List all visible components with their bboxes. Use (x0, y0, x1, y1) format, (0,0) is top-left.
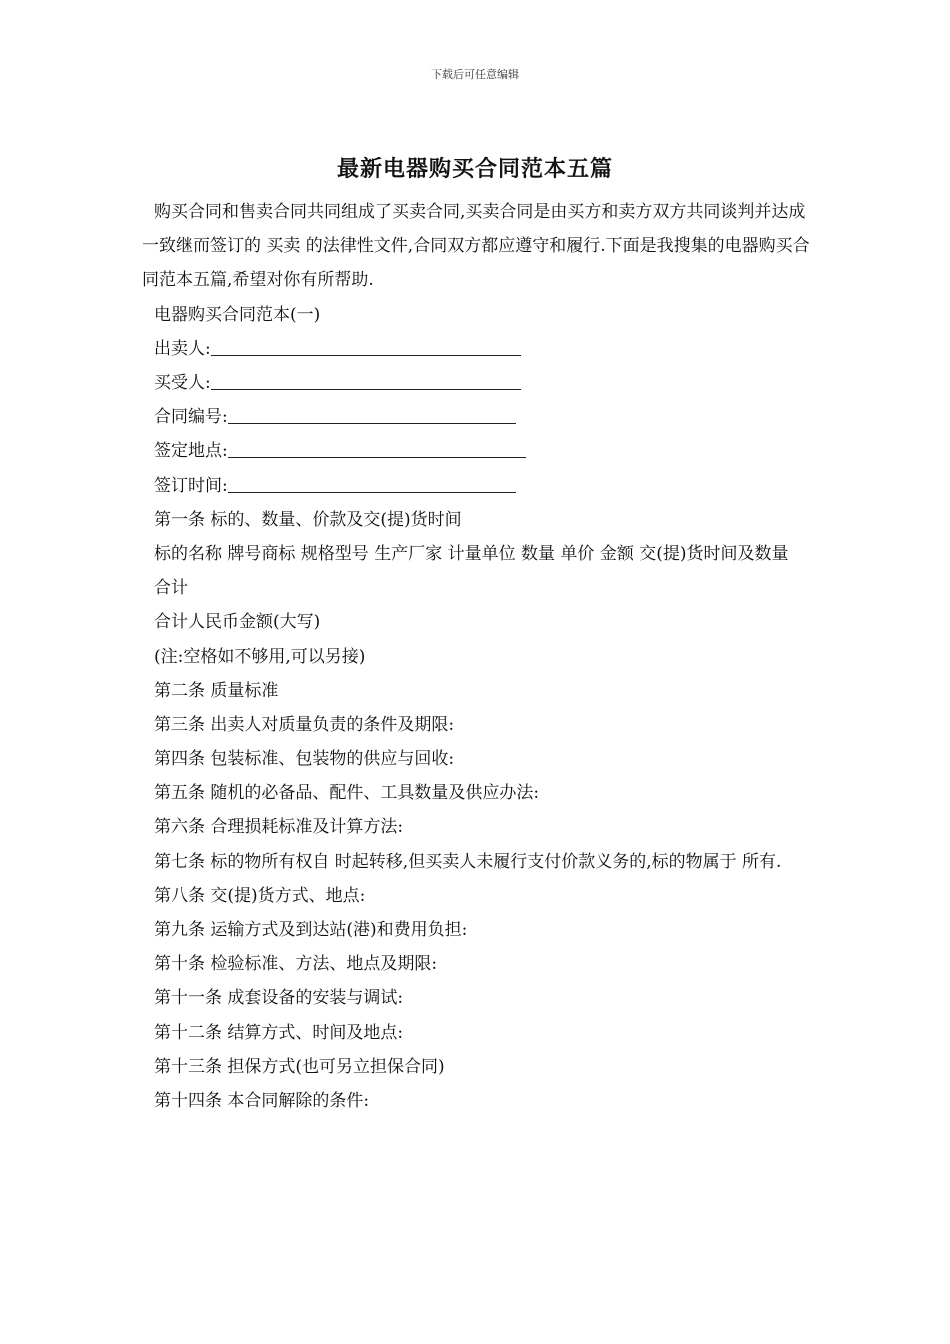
document-body (142, 195, 810, 1118)
sign-time-label: 签订时间: (154, 475, 228, 496)
seller-label: 出卖人: (154, 338, 211, 359)
article-8: 第八条 交(提)货方式、地点: (154, 885, 366, 906)
article-6: 第六条 合理损耗标准及计算方法: (154, 817, 404, 838)
article-5: 第五条 随机的必备品、配件、工具数量及供应办法: (154, 783, 540, 804)
sign-place-blank (228, 435, 526, 458)
note-text: (注:空格如不够用,可以另接) (154, 646, 366, 667)
seller-field (142, 332, 810, 366)
article-7: 第七条 标的物所有权自 时起转移,但买卖人未履行支付价款义务的,标的物属于 所有. (154, 851, 782, 872)
article-1: 第一条 标的、数量、价款及交(提)货时间 (154, 509, 462, 530)
section-title: 电器购买合同范本(一) (154, 304, 321, 325)
article-10: 第十条 检验标准、方法、地点及期限: (154, 954, 438, 975)
intro-paragraph: 购买合同和售卖合同共同组成了买卖合同,买卖合同是由买方和卖方双方共同谈判并达成一致继而签订的 买卖 的法律性文件,合同双方都应遵守和履行.下面是我搜集的电器购买合同范本五篇,希望对你有所帮助. (142, 202, 810, 291)
article-12: 第十二条 结算方式、时间及地点: (154, 1022, 404, 1043)
total-label: 合计 (154, 578, 188, 599)
article-3: 第三条 出卖人对质量负责的条件及期限: (154, 714, 455, 735)
buyer-blank (211, 367, 521, 390)
header-note: 下载后可任意编辑 (431, 68, 519, 81)
total-rmb-label: 合计人民币金额(大写) (154, 612, 321, 633)
article-11: 第十一条 成套设备的安装与调试: (154, 988, 404, 1009)
article-14: 第十四条 本合同解除的条件: (154, 1090, 370, 1111)
sign-time-blank (228, 470, 516, 493)
buyer-label: 买受人: (154, 372, 211, 393)
document-title: 最新电器购买合同范本五篇 (336, 156, 613, 182)
sign-place-field (142, 434, 810, 468)
table-headers: 标的名称 牌号商标 规格型号 生产厂家 计量单位 数量 单价 金额 交(提)货时间及数量 (154, 543, 789, 564)
contract-no-field (142, 400, 810, 434)
sign-place-label: 签定地点: (154, 441, 228, 462)
contract-no-label: 合同编号: (154, 407, 228, 428)
sign-time-field (142, 469, 810, 503)
seller-blank (211, 333, 521, 356)
article-2: 第二条 质量标准 (154, 680, 279, 701)
article-9: 第九条 运输方式及到达站(港)和费用负担: (154, 920, 468, 941)
article-13: 第十三条 担保方式(也可另立担保合同) (154, 1056, 445, 1077)
article-4: 第四条 包装标准、包装物的供应与回收: (154, 749, 455, 770)
buyer-field (142, 366, 810, 400)
contract-no-blank (228, 401, 516, 424)
